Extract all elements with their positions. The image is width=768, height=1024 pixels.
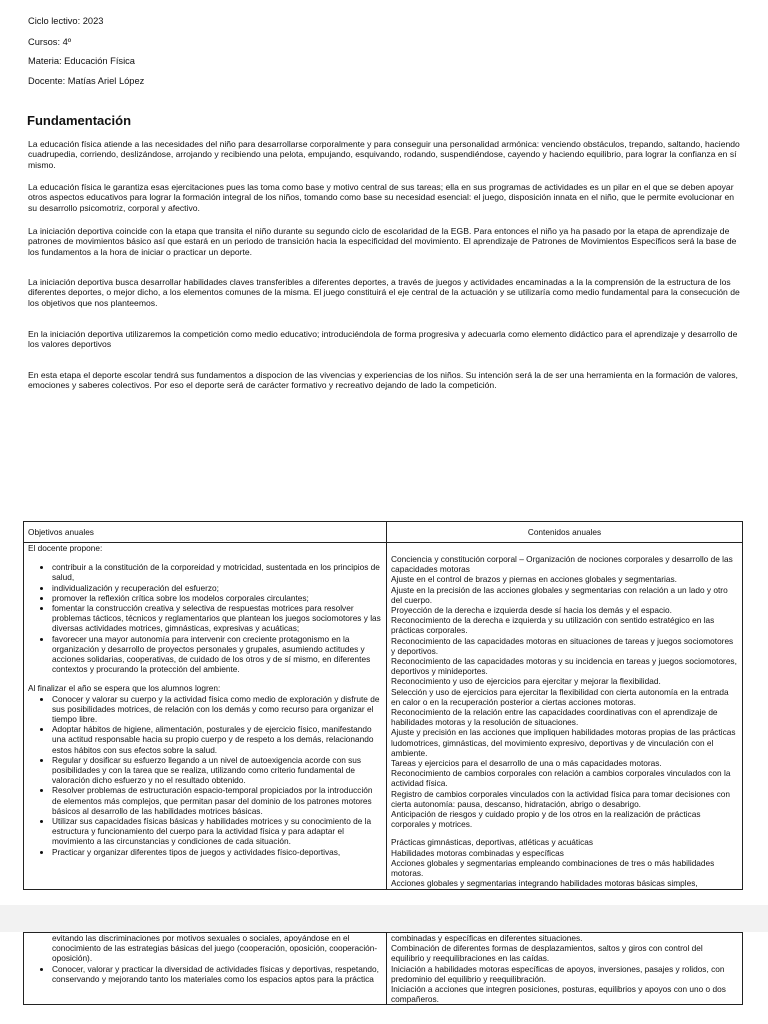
paragraph-5: En la iniciación deportiva utilizaremos la competición como medio educativo; introduciéndola de forma progresiva y adecuarla como elemento didáctico para el aprendizaje y desarrollo de los valores deportivos	[28, 329, 738, 350]
contenido-item: Conciencia y constitución corporal – Organización de nociones corporales y desarrollo de las capacidades motoras	[391, 554, 733, 575]
contenido-item: Reconocimiento de la derecha e izquierda y su utilización con sentido estratégico en las prácticas corporales.	[391, 615, 715, 636]
fundamentacion-title: Fundamentación	[27, 113, 132, 128]
objetivos-contenidos-table-continued	[23, 932, 743, 1005]
contenido-item: Tareas y ejercicios para el desarrollo de una o más capacidades motoras.	[391, 758, 662, 769]
contenido-item: Reconocimiento de cambios corporales con relación a cambios corporales vinculados con la actividad física.	[391, 768, 731, 789]
contenidos-cell	[387, 543, 743, 890]
paragraph-1: La educación física atiende a las necesidades del niño para desarrollarse corporalmente y para conseguir una personalidad armónica: venciendo obstáculos, trepando, saltando, haciendo cuadrupedia, corriendo, deslizándose, arrojando y recibiendo una pelota, empujando, esquivando, rodando, suspendiéndose, cayendo y haciendo equilibrio, para lograr la confianza en sí mismo.	[28, 139, 740, 170]
contenido-item: Habilidades motoras combinadas y específicas	[391, 847, 564, 858]
alumnos-list	[28, 694, 382, 857]
contenido-item: Selección y uso de ejercicios para ejercitar la flexibilidad con cierta autonomía en la entrada en calor o en la recuperación posterior a ciertas acciones motoras.	[391, 686, 729, 707]
list-item: • contribuir a la constitución de la corporeidad y motricidad, sustentada en los principios de salud,	[52, 562, 382, 582]
docente: Docente: Matías Ariel López	[28, 76, 145, 86]
alumnos-list-continued	[28, 933, 382, 984]
contenido-item: Reconocimiento de las capacidades motoras y su incidencia en tareas y juegos sociomotores, deportivos y minideportes.	[391, 656, 737, 677]
list-item: • fomentar la construcción creativa y selectiva de respuestas motrices para resolver problemas tácticos, técnicos y reglamentarios que plantean los juegos sociomotores y las diversas actividades motrices, gimnásticas, expresivas y acuáticas;	[52, 603, 382, 634]
paragraph-2: La educación física le garantiza esas ejercitaciones pues las toma como base y motivo central de sus tareas; ella en sus programas de actividades es un pilar en el que se deben apoyar otros aspectos educativos para lograr la formación integral de los niños, tomando como base su necesidad esencial: el juego, disposición innata en el niño, que le permite evolucionar en su desarrollo psicomotriz, corporal y afectivo.	[28, 182, 735, 213]
list-item: • Conocer, valorar y practicar la diversidad de actividades físicas y deportivas, respetando, conservando y mejorando tanto los materiales como los espacios aptos para la práctica	[52, 964, 382, 984]
header-objetivos: Objetivos anuales	[24, 522, 387, 543]
contenido-item: Ajuste en el control de brazos y piernas en acciones globales y segmentarias.	[391, 574, 677, 585]
paragraph-3: La iniciación deportiva coincide con la etapa que transita el niño durante su segundo ciclo de escolaridad de la EGB. Para entonces el niño ya ha pasado por la etapa de aprendizaje de patrones de movimientos básico así que estará en un periodo de transición hacia la especificidad del movimiento. El aprendizaje de Patrones de Movimientos Específicos será la base de los fundamentos a la hora de iniciar o practicar un deporte.	[28, 226, 737, 257]
objetivos-contenidos-table	[23, 521, 743, 890]
list-item: • Conocer y valorar su cuerpo y la actividad física como medio de exploración y disfrute de sus posibilidades motrices, de relación con los demás y como recurso para organizar el tiempo libre.	[52, 694, 382, 725]
list-item: • Practicar y organizar diferentes tipos de juegos y actividades físico-deportivas,	[52, 847, 382, 857]
contenido-item: Reconocimiento y uso de ejercicios para ejercitar y mejorar la flexibilidad.	[391, 676, 661, 687]
document-page-2	[0, 932, 768, 1024]
paragraph-6: En esta etapa el deporte escolar tendrá sus fundamentos a dispocion de las vivencias y experiencias de los niños. Su intención será la de ser una herramienta en la formación de valores, emociones y saberes colectivos. Por eso el deporte será de carácter formativo y recreativo dejando de lado la competición.	[28, 370, 738, 391]
list-item: • Resolver problemas de estructuración espacio-temporal propiciados por la introducción de elementos más complejos, que permitan pasar del dominio de los patrones motores básicos al desarrollo de las habilidades motrices básicas.	[52, 785, 382, 816]
docente-list	[28, 562, 382, 674]
contenidos-cell-continued	[387, 933, 743, 1005]
list-item: • Utilizar sus capacidades físicas básicas y habilidades motrices y su conocimiento de la estructura y funcionamiento del cuerpo para la actividad física y para adaptar el movimiento a las circunstancias y condiciones de cada situación.	[52, 816, 382, 847]
contenido-item: Ajuste y precisión en las acciones que impliquen habilidades motoras propias de las prácticas ludomotrices, gimnásticas, del movimiento expresivo, deportivas y de vinculación con el ambiente.	[391, 727, 736, 758]
cursos: Cursos: 4º	[28, 37, 72, 47]
contenido-item: Acciones globales y segmentarias integrando habilidades motoras básicas simples,	[391, 878, 698, 889]
contenido-item: Ajuste en la precisión de las acciones globales y segmentarias con relación a un lado y otro del cuerpo.	[391, 584, 728, 605]
materia: Materia: Educación Física	[28, 56, 135, 66]
contenido-item: Proyección de la derecha e izquierda desde sí hacia los demás y el espacio.	[391, 605, 672, 616]
contenido-item: Combinación de diferentes formas de desplazamientos, saltos y giros con control del equilibrio y reequilibraciones en las caídas.	[391, 943, 703, 964]
paragraph-4: La iniciación deportiva busca desarrollar habilidades claves transferibles a diferentes deportes, a través de juegos y actividades encaminadas a la la comprensión de la estructura de los diferentes deportes, o mejor dicho, a los elementos comunes de la misma. El juego constituirá el eje central de la actuación y se utilizaría como medio fundamental para la consecución de los objetivos que nos planteemos.	[28, 277, 740, 308]
list-item: • favorecer una mayor autonomía para intervenir con creciente protagonismo en la organización y desarrollo de proyectos personales y grupales, asumiendo actitudes y acciones solidarias, cooperativas, de cuidado de los otros y de sí mismo, en diferentes contextos y procurando la protección del ambiente.	[52, 634, 382, 675]
list-item: evitando las discriminaciones por motivos sexuales o sociales, apoyándose en el conocimiento de las estrategias básicas del juego (cooperación, oposición, cooperación-oposición).	[52, 933, 378, 964]
contenido-item: combinadas y específicas en diferentes situaciones.	[391, 933, 583, 943]
objetivos-cell	[24, 543, 387, 890]
alumnos-intro: Al finalizar el año se espera que los alumnos logren:	[28, 683, 221, 694]
contenido-item: Prácticas gimnásticas, deportivas, atléticas y acuáticas	[391, 837, 593, 848]
contenido-item: Iniciación a acciones que integren posiciones, posturas, equilibrios y apoyos con uno o dos compañeros.	[391, 984, 726, 1005]
list-item: • Adoptar hábitos de higiene, alimentación, posturales y de ejercicio físico, manifestando una actitud responsable hacia su propio cuerpo y de respeto a los demás, relacionando estos hábitos con sus efectos sobre la salud.	[52, 724, 382, 755]
list-item: • Regular y dosificar su esfuerzo llegando a un nivel de autoexigencia acorde con sus posibilidades y con la tarea que se realiza, utilizando como criterio fundamental de valoración dicho esfuerzo y no el resultado obtenido.	[52, 755, 382, 786]
list-item: • promover la reflexión crítica sobre los modelos corporales circulantes;	[52, 593, 382, 603]
header-contenidos: Contenidos anuales	[387, 522, 743, 543]
contenido-item: Anticipación de riesgos y cuidado propio y de los otros en la realización de prácticas corporales y motrices.	[391, 809, 701, 830]
contenido-item: Registro de cambios corporales vinculados con la actividad física para tomar decisiones con cierta autonomía: pausa, descanso, hidratación, abrigo o desabrigo.	[391, 788, 730, 809]
ciclo-lectivo: Ciclo lectivo: 2023	[28, 16, 104, 26]
contenido-item: Reconocimiento de las capacidades motoras en situaciones de tareas y juegos sociomotores y deportivos.	[391, 635, 734, 656]
contenido-item: Acciones globales y segmentarias empleando combinaciones de tres o más habilidades motoras.	[391, 857, 715, 879]
objetivos-cell-continued	[24, 933, 387, 1005]
docente-intro: El docente propone:	[28, 543, 103, 553]
contenido-item: Reconocimiento de la relación entre las capacidades coordinativas con el aprendizaje de habilidades motoras y la resolución de situaciones.	[391, 707, 718, 728]
list-item: • individualización y recuperación del esfuerzo;	[52, 583, 382, 593]
contenido-item: Iniciación a habilidades motoras específicas de apoyos, inversiones, pasajes y rolidos, con predominio del equilibrio y reequilibración.	[391, 963, 725, 984]
